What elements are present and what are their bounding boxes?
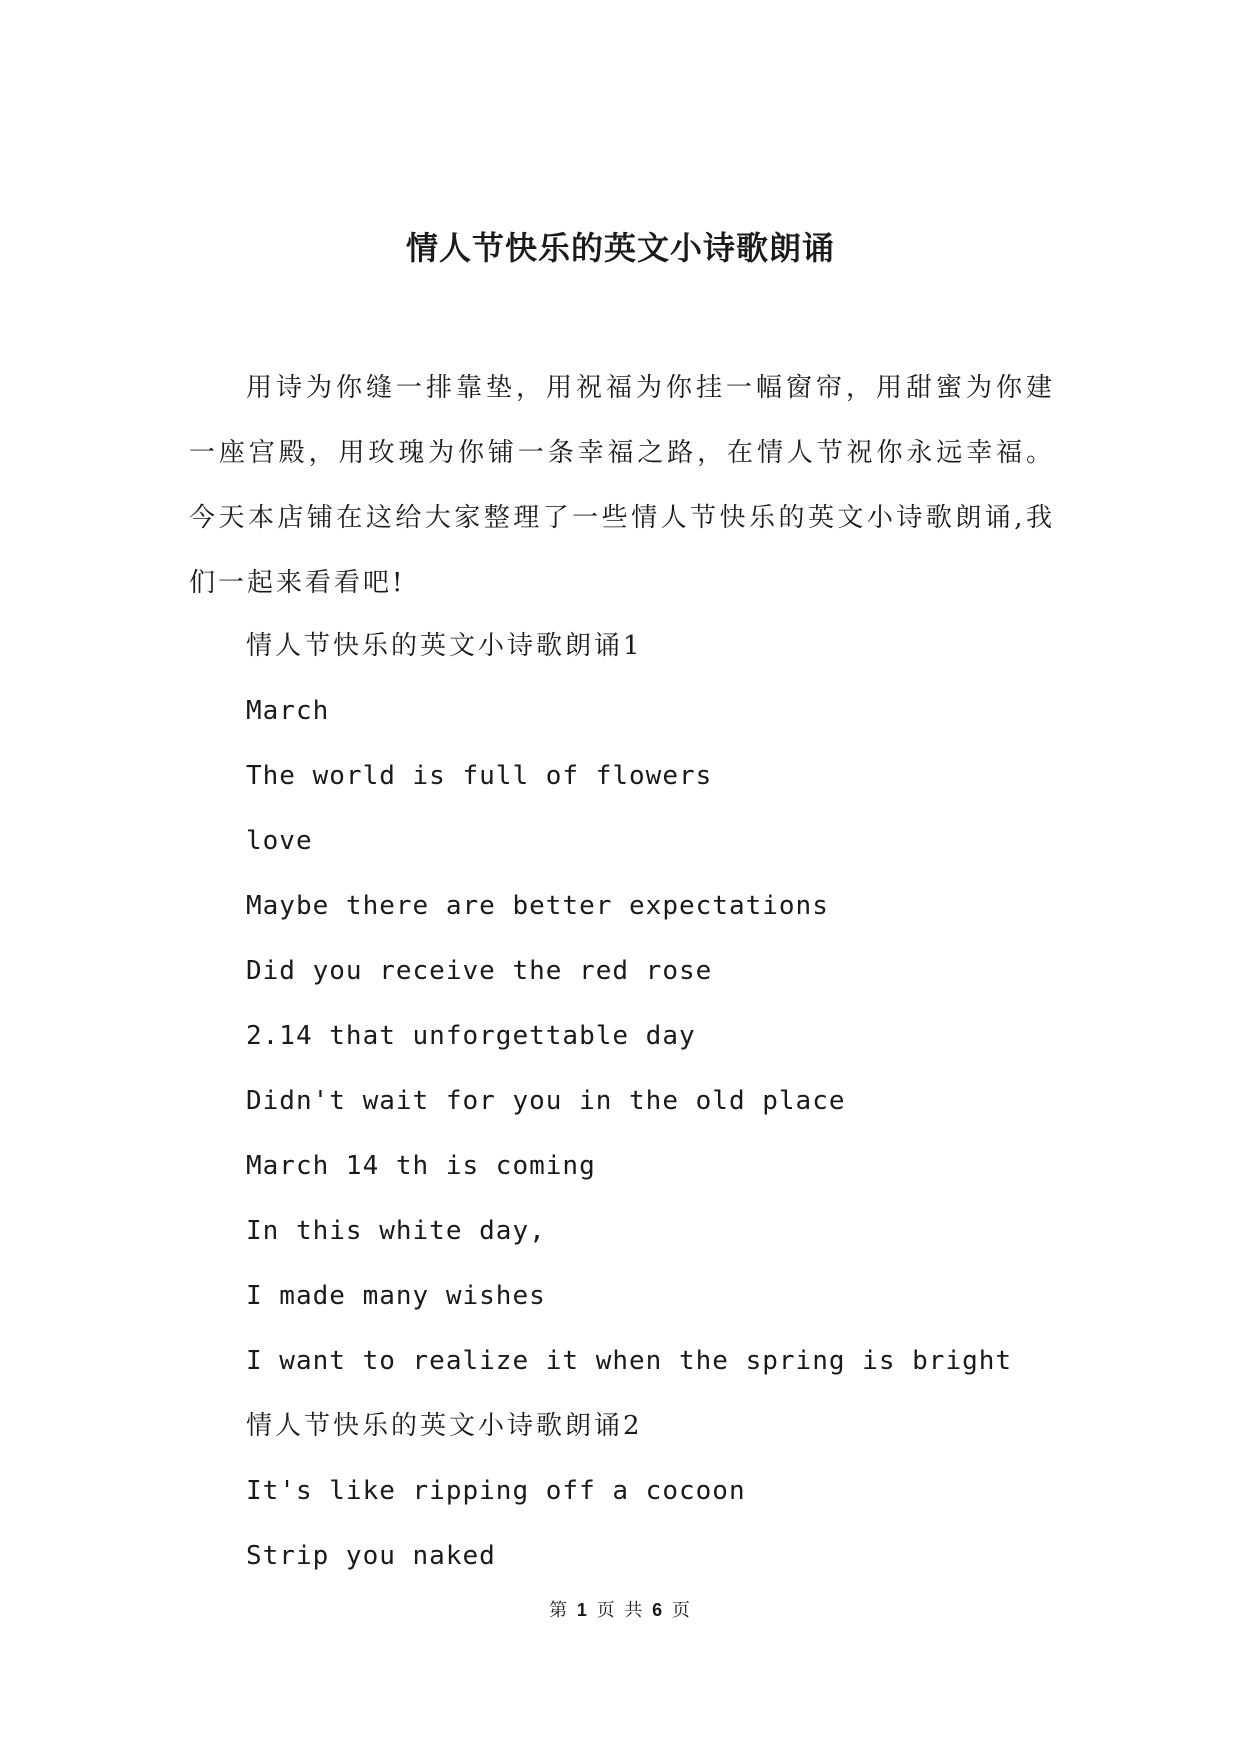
- poem-line: I want to realize it when the spring is bright: [246, 1346, 1013, 1376]
- poem-line: 2.14 that unforgettable day: [246, 1021, 696, 1051]
- poem-line: love: [246, 826, 313, 856]
- poem-line: In this white day,: [246, 1216, 546, 1246]
- intro-paragraph: 用诗为你缝一排靠垫，用祝福为你挂一幅窗帘，用甜蜜为你建一座宫殿，用玫瑰为你铺一条幸福之路，在情人节祝你永远幸福。今天本店铺在这给大家整理了一些情人节快乐的英文小诗歌朗诵,我们一起来看看吧!: [189, 373, 1055, 598]
- footer-suffix: 页: [671, 1600, 692, 1621]
- current-page-number: 1: [576, 1600, 589, 1620]
- poem-line: Didn't wait for you in the old place: [246, 1086, 846, 1116]
- poem-line: March: [246, 696, 330, 726]
- poem-line: Maybe there are better expectations: [246, 891, 829, 921]
- poem-line: Did you receive the red rose: [246, 956, 713, 986]
- document-title: 情人节快乐的英文小诗歌朗诵: [405, 229, 835, 267]
- poem-line: The world is full of flowers: [246, 761, 713, 791]
- page-footer: [0, 1598, 1241, 1623]
- poem-lines: [246, 614, 1066, 1589]
- total-pages-number: 6: [652, 1600, 665, 1620]
- poem-line: March 14 th is coming: [246, 1151, 596, 1181]
- section-heading-2: 情人节快乐的英文小诗歌朗诵2: [246, 1411, 643, 1441]
- section-heading-1: 情人节快乐的英文小诗歌朗诵1: [246, 631, 643, 661]
- poem-line: It's like ripping off a cocoon: [246, 1476, 746, 1506]
- poem-line: Strip you naked: [246, 1541, 496, 1571]
- footer-middle: 页 共: [596, 1600, 645, 1621]
- poem-line: I made many wishes: [246, 1281, 546, 1311]
- footer-prefix: 第: [549, 1600, 570, 1621]
